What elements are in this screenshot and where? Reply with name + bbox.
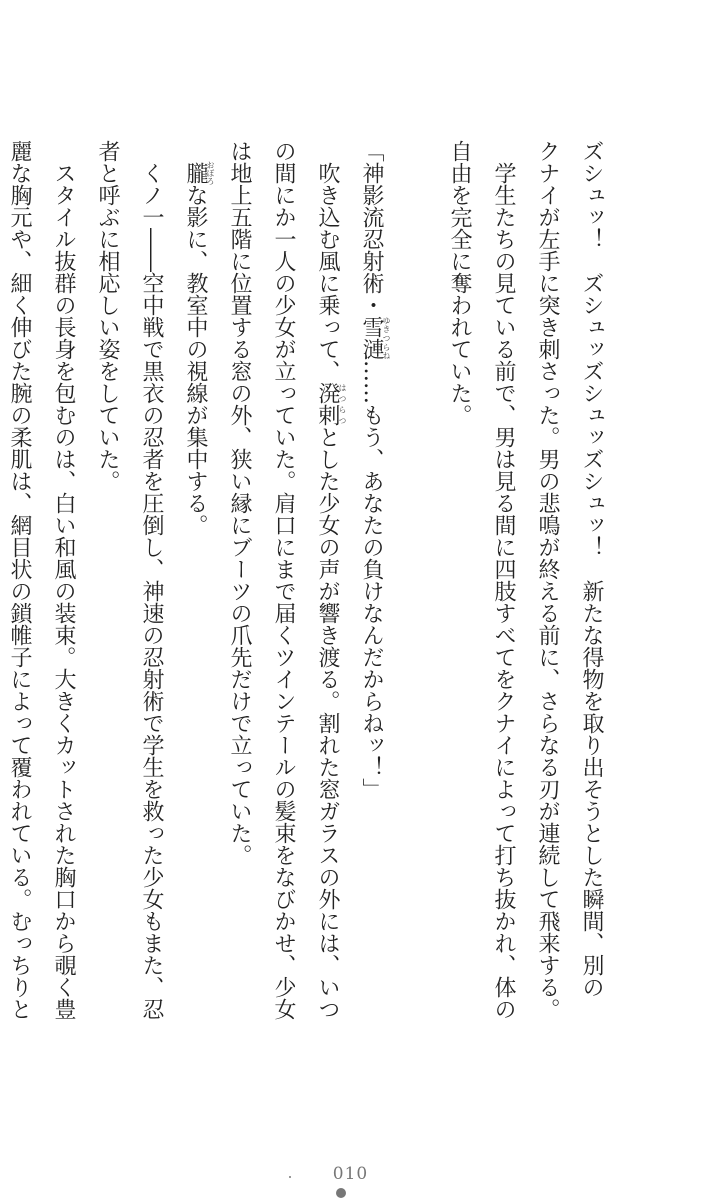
text-segment: な影に、教室中の視線が集中する。 (183, 184, 208, 536)
text-segment (183, 140, 208, 162)
text-segment: とした少女の声が響き渡る。割れた窓ガラスの外には、いつ (315, 426, 340, 1020)
text-line: くノ一――空中戦で黒衣の忍者を圧倒し、神速の忍射術で学生を救った少女もまた、忍 (139, 140, 164, 1020)
text-line-with-ruby (173, 140, 217, 1020)
blank-line (393, 140, 437, 1020)
ruby-annotation: 雪漣ゆきつらね (359, 316, 391, 360)
text-line: 学生たちの見ている前で、男は見る間に四肢すべてをクナイによって打ち抜かれ、体の (491, 140, 516, 1020)
text-segment: ……もう、あなたの負けなんだからねッ！」 (359, 360, 384, 800)
page-number: 010 (332, 1164, 369, 1184)
ruby-annotation: 溌剌はつらつ (315, 382, 347, 426)
text-line: の間にか一人の少女が立っていた。肩口にまで届くツインテールの髪束をなびかせ、少女 (271, 140, 296, 1020)
text-line: 麗な胸元や、細く伸びた腕の柔肌は、網目状の鎖帷子によって覆われている。むっちりと (7, 140, 32, 1020)
text-line-with-ruby (349, 140, 393, 1020)
text-line: クナイが左手に突き刺さった。男の悲鳴が終える前に、さらなる刃が連続して飛来する。 (535, 140, 560, 1020)
text-line: 者と呼ぶに相応しい姿をしていた。 (95, 140, 120, 492)
text-line: ズシュッ！ ズシュッズシュッズシュッ！ 新たな得物を取り出そうとした瞬間、別の (579, 140, 604, 998)
text-line: スタイル抜群の長身を包むのは、白い和風の装束。大きくカットされた胸口から覗く豊 (51, 140, 76, 1020)
text-segment: 「神影流忍射術・ (359, 140, 384, 316)
page-dot-icon (336, 1188, 346, 1198)
text-line: 自由を完全に奪われていた。 (447, 140, 472, 426)
text-segment: 吹き込む風に乗って、 (315, 140, 340, 382)
text-line: は地上五階に位置する窓の外、狭い縁にブーツの爪先だけで立っていた。 (227, 140, 252, 866)
vertical-text-body (0, 140, 613, 1020)
ruby-annotation: 朧おぼろ (183, 161, 215, 185)
text-line-with-ruby (305, 140, 349, 1020)
